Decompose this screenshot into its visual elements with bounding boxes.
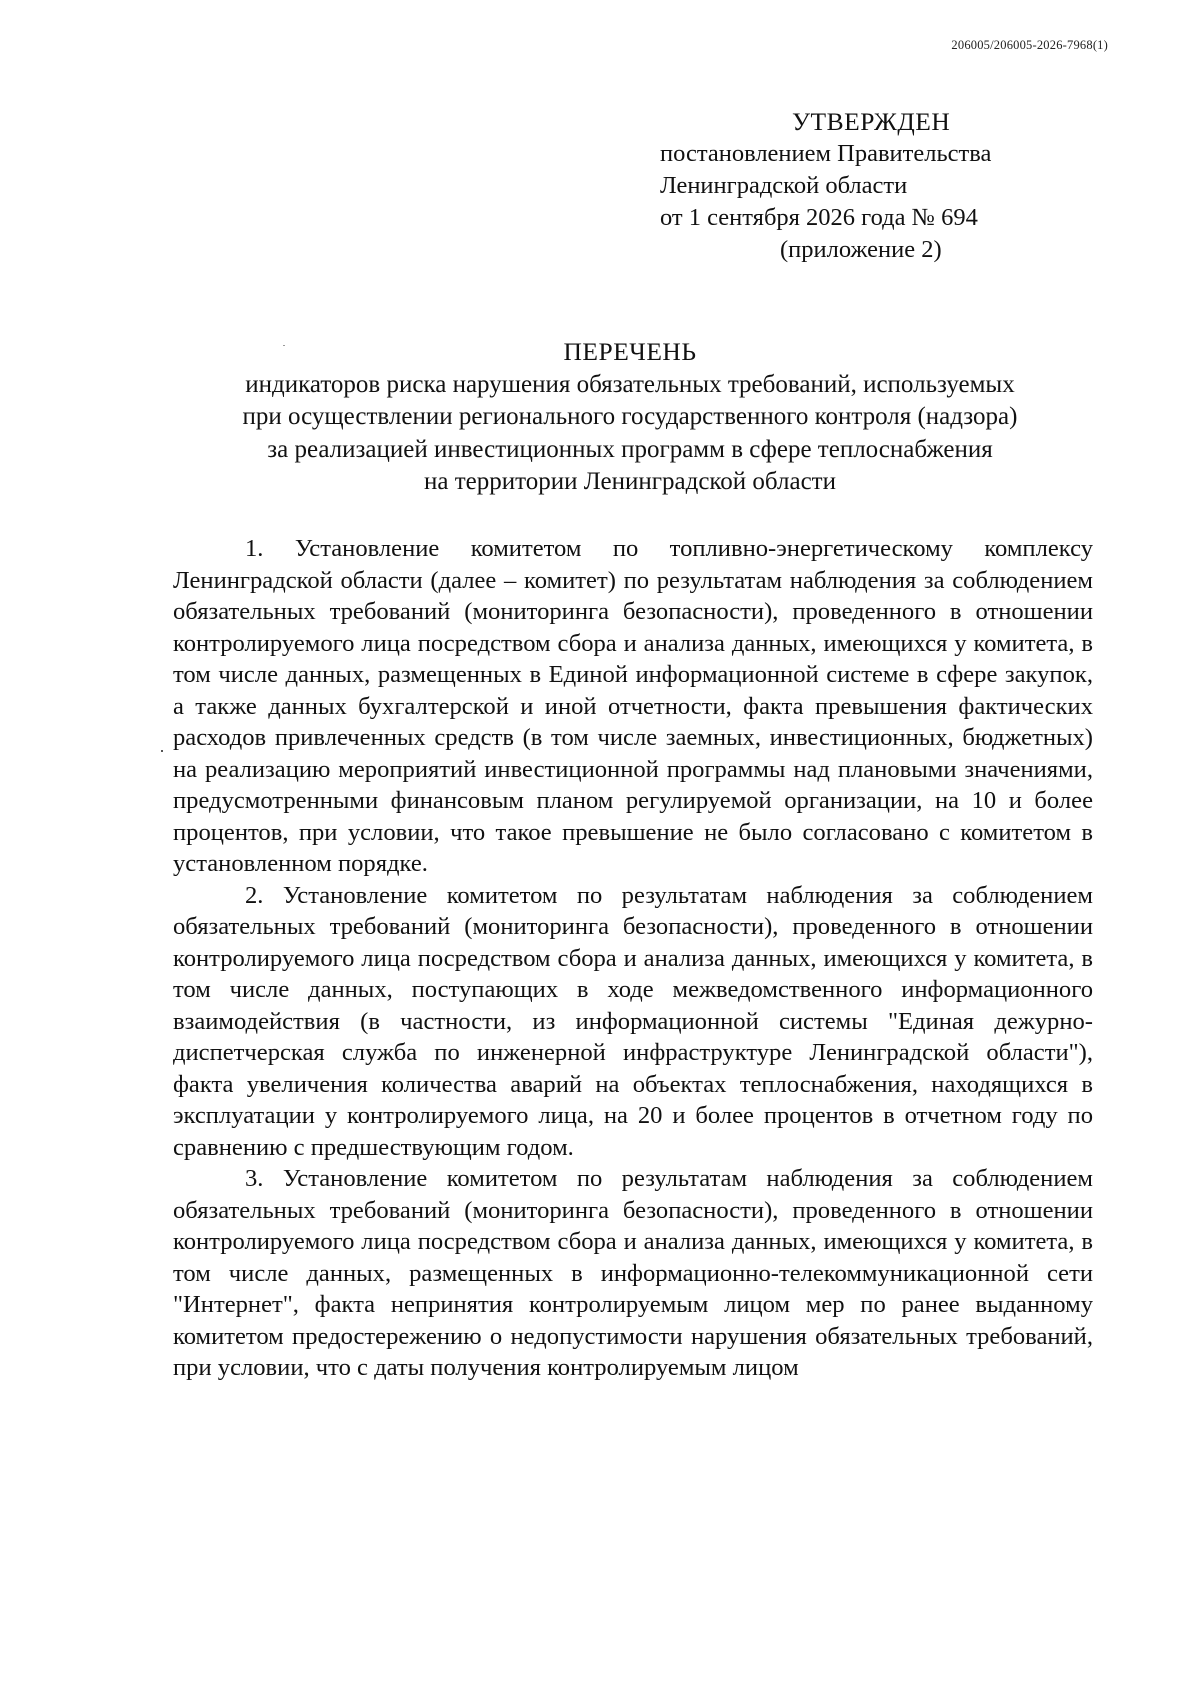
approval-line-3: от 1 сентября 2026 года № 694 bbox=[660, 204, 978, 231]
document-body bbox=[173, 533, 1093, 1384]
document-subtitle-line-1: индикаторов риска нарушения обязательных требований, используемых bbox=[245, 371, 1015, 399]
approval-annex: (приложение 2) bbox=[780, 236, 942, 263]
approval-line-2: Ленинградской области bbox=[660, 172, 908, 199]
paragraph-1: 1. Установление комитетом по топливно-энергетическому комплексу Ленинградской области (далее – комитет) по результатам наблюдения за соблюдением обязательных требований (мониторинга безопасности), проведенного в отношении контролируемого лица посредством сбора и анализа данных, имеющихся у комитета, в том числе данных, размещенных в Единой информационной системе в сфере закупок, а также данных бухгалтерской и иной отчетности, факта превышения фактических расходов привлеченных средств (в том числе заемных, инвестиционных, бюджетных) на реализацию мероприятий инвестиционной программы над плановыми значениями, предусмотренными финансовым планом регулируемой организации, на 10 и более процентов, при условии, что такое превышение не было согласовано с комитетом в установленном порядке. bbox=[173, 535, 1093, 877]
paragraph-3: 3. Установление комитетом по результатам наблюдения за соблюдением обязательных требований (мониторинга безопасности), проведенного в отношении контролируемого лица посредством сбора и анализа данных, имеющихся у комитета, в том числе данных, размещенных в информационно-телекоммуникационной сети "Интернет", факта непринятия контролируемым лицом мер по ранее выданному комитетом предостережению о недопустимости нарушения обязательных требований, при условии, что с даты получения контролируемым лицом bbox=[173, 1165, 1093, 1381]
approval-heading: УТВЕРЖДЕН bbox=[792, 107, 951, 136]
paragraph-2: 2. Установление комитетом по результатам наблюдения за соблюдением обязательных требований (мониторинга безопасности), проведенного в отношении контролируемого лица посредством сбора и анализа данных, имеющихся у комитета, в том числе данных, поступающих в ходе межведомственного информационного взаимодействия (в частности, из информационной системы "Единая дежурно-диспетчерская служба по инженерной инфраструктуре Ленинградской области"), факта увеличения количества аварий на объектах теплоснабжения, находящихся в эксплуатации у контролируемого лица, на 20 и более процентов в отчетном году по сравнению с предшествующим годом. bbox=[173, 881, 1093, 1161]
document-title-block bbox=[170, 336, 1090, 498]
document-reference-number: 206005/206005-2026-7968(1) bbox=[951, 38, 1108, 52]
document-title: ПЕРЕЧЕНЬ bbox=[563, 337, 697, 366]
approval-line-1: постановлением Правительства bbox=[660, 140, 992, 167]
document-subtitle-line-4: на территории Ленинградской области bbox=[424, 467, 836, 495]
approval-stamp bbox=[660, 106, 1080, 266]
document-subtitle-line-3: за реализацией инвестиционных программ в сфере теплоснабжения bbox=[267, 435, 993, 463]
scan-speck bbox=[161, 750, 163, 752]
document-subtitle-line-2: при осуществлении регионального государственного контроля (надзора) bbox=[242, 403, 1018, 431]
